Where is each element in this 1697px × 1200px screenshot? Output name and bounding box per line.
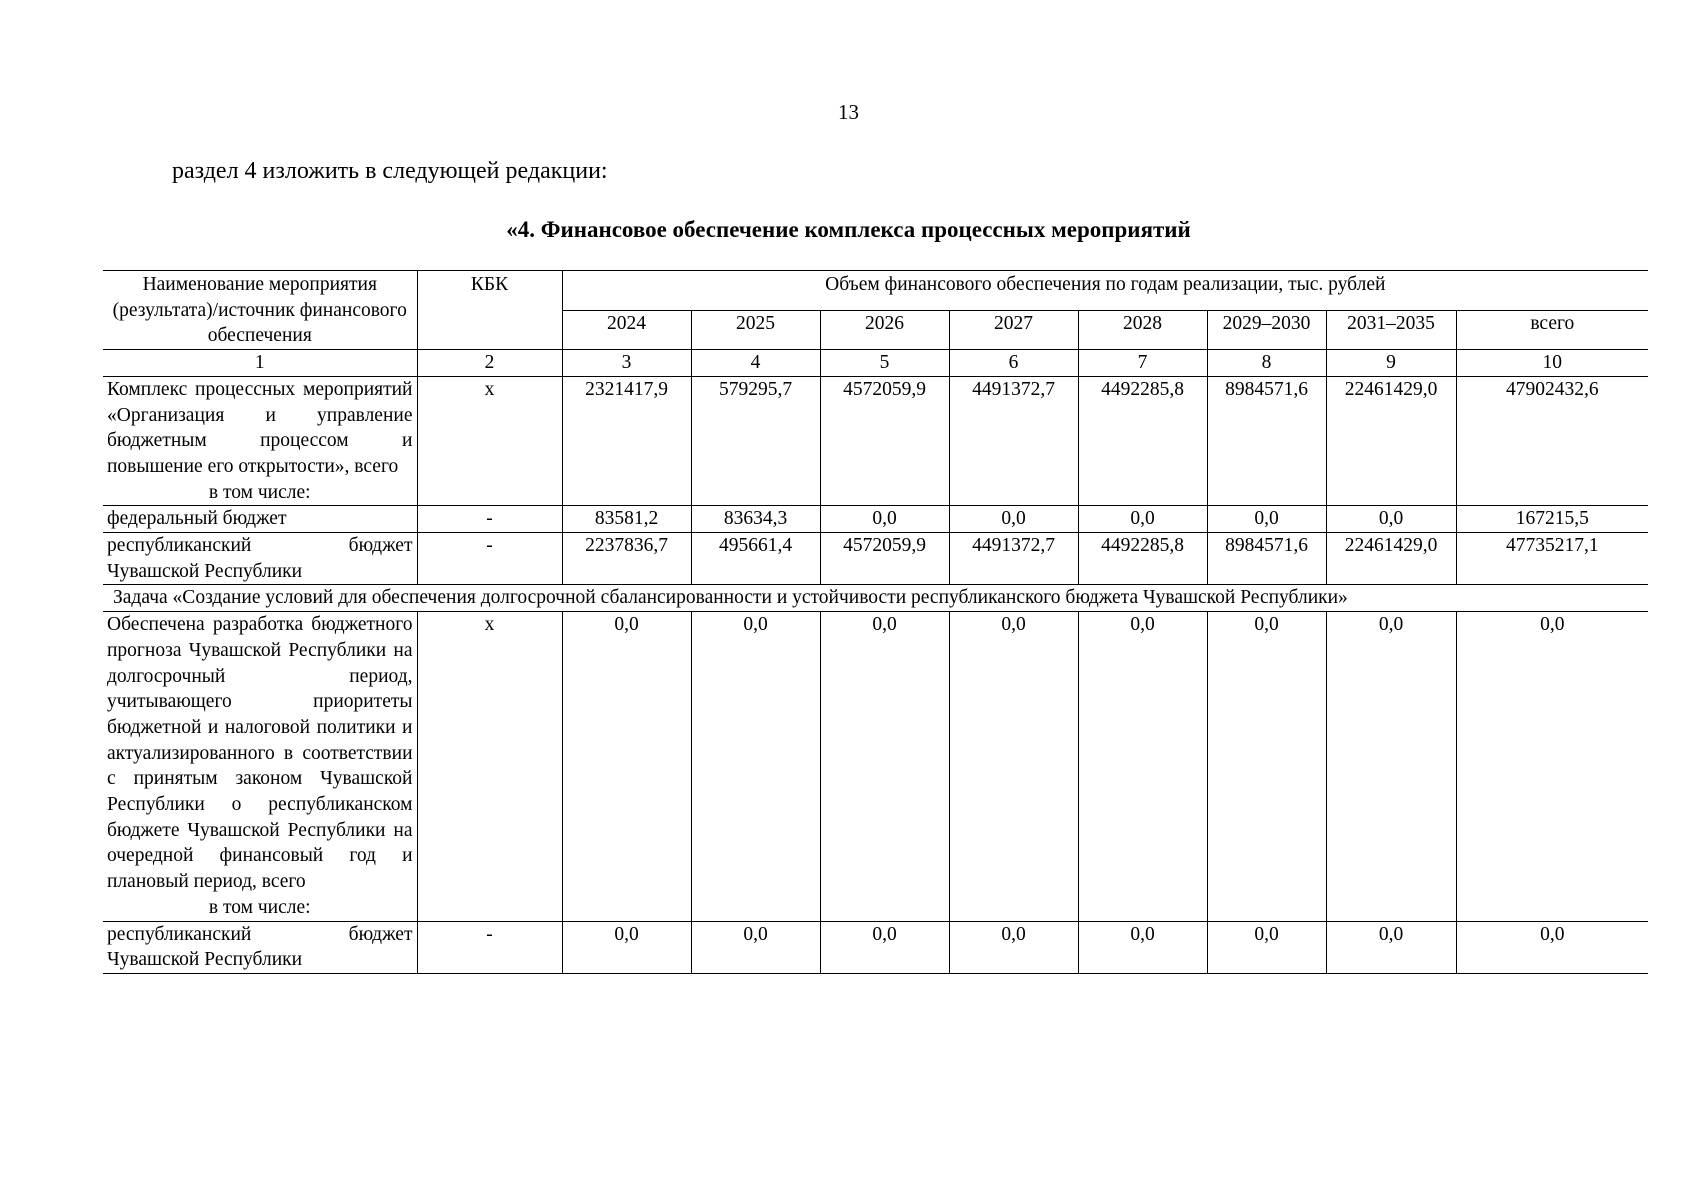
intro-text: раздел 4 изложить в следующей редакции: xyxy=(172,158,608,184)
header-kbk: КБК xyxy=(417,271,562,350)
row-value: 0,0 xyxy=(1207,921,1326,973)
column-number: 2 xyxy=(417,350,562,377)
row-value: 2321417,9 xyxy=(562,376,691,506)
row-value: 0,0 xyxy=(1207,506,1326,533)
row-kbk: x xyxy=(417,612,562,921)
row-value: 4572059,9 xyxy=(820,533,949,585)
header-year: 2031–2035 xyxy=(1326,311,1456,350)
row-name: республиканский бюджет Чувашской Республики xyxy=(103,533,417,585)
task-title: Задача «Создание условий для обеспечения долгосрочной сбалансированности и устойчивости республиканского бюджета Чувашской Республики» xyxy=(103,585,1648,612)
row-kbk: - xyxy=(417,921,562,973)
row-total: 47902432,6 xyxy=(1456,376,1648,506)
column-number: 9 xyxy=(1326,350,1456,377)
row-kbk: x xyxy=(417,376,562,506)
table-row xyxy=(103,533,1648,585)
row-value: 83634,3 xyxy=(691,506,820,533)
row-total: 0,0 xyxy=(1456,921,1648,973)
header-year: 2025 xyxy=(691,311,820,350)
row-value: 4491372,7 xyxy=(949,376,1078,506)
header-name: Наименование мероприятия (результата)/источник финансового обеспечения xyxy=(103,271,417,350)
row-value: 22461429,0 xyxy=(1326,533,1456,585)
column-number: 6 xyxy=(949,350,1078,377)
header-year: 2027 xyxy=(949,311,1078,350)
financing-table xyxy=(103,270,1648,974)
row-value: 0,0 xyxy=(949,506,1078,533)
row-kbk: - xyxy=(417,533,562,585)
row-value: 4492285,8 xyxy=(1078,533,1207,585)
header-year: 2029–2030 xyxy=(1207,311,1326,350)
row-value: 8984571,6 xyxy=(1207,533,1326,585)
row-total: 0,0 xyxy=(1456,612,1648,921)
row-value: 0,0 xyxy=(949,921,1078,973)
row-value: 579295,7 xyxy=(691,376,820,506)
column-number: 4 xyxy=(691,350,820,377)
row-value: 0,0 xyxy=(1207,612,1326,921)
header-row-1 xyxy=(103,271,1648,311)
header-year: 2028 xyxy=(1078,311,1207,350)
column-number: 5 xyxy=(820,350,949,377)
row-value: 0,0 xyxy=(1326,612,1456,921)
section-title: «4. Финансовое обеспечение комплекса процессных мероприятий xyxy=(506,217,1191,242)
row-value: 8984571,6 xyxy=(1207,376,1326,506)
row-value: 0,0 xyxy=(949,612,1078,921)
table-row xyxy=(103,376,1648,506)
column-number: 1 xyxy=(103,350,417,377)
table-row xyxy=(103,612,1648,921)
column-number-row xyxy=(103,350,1648,377)
row-value: 0,0 xyxy=(562,921,691,973)
row-value: 0,0 xyxy=(1078,612,1207,921)
row-value: 0,0 xyxy=(820,506,949,533)
header-volume: Объем финансового обеспечения по годам реализации, тыс. рублей xyxy=(562,271,1648,311)
row-name: Комплекс процессных мероприятий «Организация и управление бюджетным процессом и повышение его открытости», всего в том числе: xyxy=(103,376,417,506)
column-number: 3 xyxy=(562,350,691,377)
row-name: Обеспечена разработка бюджетного прогноза Чувашской Республики на долгосрочный период, учитывающего приоритеты бюджетной и налоговой политики и актуализированного в соответствии с принятым законом Чувашской Республики о республиканском бюджете Чувашской Республики на очередной финансовый год и плановый период, всего в том числе: xyxy=(103,612,417,921)
row-value: 0,0 xyxy=(1326,506,1456,533)
row-value: 4492285,8 xyxy=(1078,376,1207,506)
row-value: 22461429,0 xyxy=(1326,376,1456,506)
task-row xyxy=(103,585,1648,612)
row-value: 4572059,9 xyxy=(820,376,949,506)
header-year: 2024 xyxy=(562,311,691,350)
row-value: 83581,2 xyxy=(562,506,691,533)
row-kbk: - xyxy=(417,506,562,533)
header-year: 2026 xyxy=(820,311,949,350)
row-subtitle: в том числе: xyxy=(208,896,311,918)
row-name: федеральный бюджет xyxy=(103,506,417,533)
row-total: 167215,5 xyxy=(1456,506,1648,533)
header-total: всего xyxy=(1456,311,1648,350)
row-value: 495661,4 xyxy=(691,533,820,585)
row-total: 47735217,1 xyxy=(1456,533,1648,585)
column-number: 7 xyxy=(1078,350,1207,377)
row-value: 0,0 xyxy=(562,612,691,921)
row-name: республиканский бюджет Чувашской Республики xyxy=(103,921,417,973)
row-value: 2237836,7 xyxy=(562,533,691,585)
row-value: 0,0 xyxy=(1326,921,1456,973)
row-value: 0,0 xyxy=(691,612,820,921)
row-value: 4491372,7 xyxy=(949,533,1078,585)
row-value: 0,0 xyxy=(820,612,949,921)
table-row xyxy=(103,921,1648,973)
row-subtitle: в том числе: xyxy=(208,481,311,503)
row-value: 0,0 xyxy=(1078,506,1207,533)
table-row xyxy=(103,506,1648,533)
column-number: 10 xyxy=(1456,350,1648,377)
page-number: 13 xyxy=(838,100,859,124)
column-number: 8 xyxy=(1207,350,1326,377)
row-value: 0,0 xyxy=(1078,921,1207,973)
row-value: 0,0 xyxy=(691,921,820,973)
row-value: 0,0 xyxy=(820,921,949,973)
